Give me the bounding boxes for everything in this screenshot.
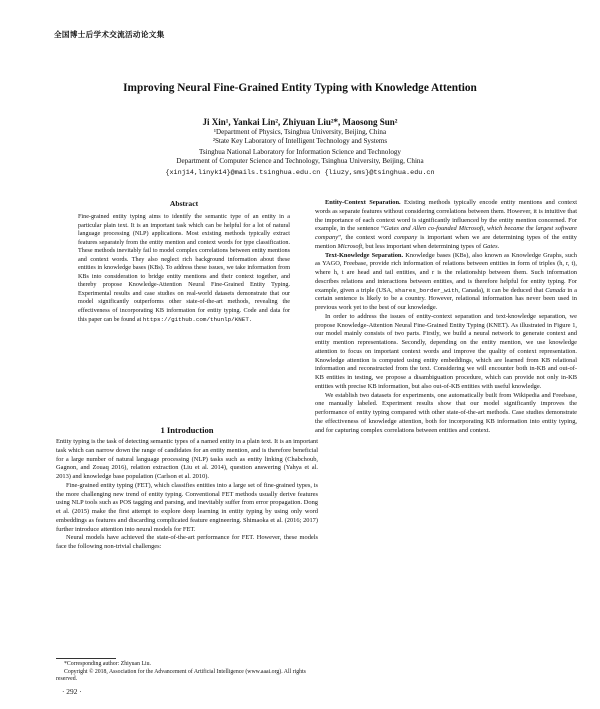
example-word-company: company — [394, 234, 418, 241]
paper-authors: Ji Xin¹, Yankai Lin², Zhiyuan Liu²*, Maosong Sun² — [202, 117, 398, 127]
approach-paragraph: In order to address the issues of entity-context separation and text-knowledge separation, we propose Knowledge-Attention Neural Fine-Grained Entity Typing (KNET). As illustrated in Figure 1, our model mainly consists of two parts. Firstly, we build a neural network to generate context and entity mention representations. Secondly, depending on the entity mention, we use knowledge attention to focus on important context words and improve the quality of context representation. Knowledge attention is computed using entity embeddings, which are learned from KB relational information and reconstructed from the text. Considering we will encounter both in-KB and out-of-KB entities in testing, we propose a disambiguation procedure, which can provide not only in-KB entities with precise KB information, but also out-of-KB entities with useful knowledge. — [315, 312, 577, 390]
affiliation-3: Tsinghua National Laboratory for Information Science and Technology — [199, 148, 401, 156]
text-knowledge-text-3: in a certain sentence is likely to be a country. However, relational information has never been used in previous work yet to the best of our knowledge. — [315, 286, 578, 311]
text-knowledge-text-2: , Canada), it can be deduced that — [458, 286, 546, 294]
running-head: 全国博士后学术交流活动论文集 — [54, 30, 165, 39]
right-column — [315, 199, 577, 435]
footnote-divider — [56, 658, 116, 659]
entity-context-paragraph: Entity-Context Separation. Existing methods typically encode entity mentions and context words as separate features without considering correlations between them. However, it is intuitive that the importance of each context word is significantly influenced by the entity mention concerned. For example, in the sentence “Gates and Allen co-founded Microsoft, which became the largest software company”, the context word company is important when we are determining types of the entity mention Microsoft, but less important when determining types of Gates. — [315, 199, 578, 250]
experiments-paragraph: We establish two datasets for experiments, one automatically built from Wikipedia and Freebase, one manually labeled. Experiment results show that our model significantly improves the performance of entity typing compared with other state-of-the-art methods. Case studies demonstrate the effectiveness of knowledge attention, both for incorporating KB information into entity typing, and for capturing complex correlations between entities and context. — [315, 391, 577, 434]
intro-paragraph-2: Fine-grained entity typing (FET), which classifies entities into a large set of fine-grained types, is the more challenging new trend of entity typing. Conventional FET methods usually derive features using NLP tools such as POS tagging and parsing, and inevitably suffer from error propagation. Dong et al. (2015) make the first attempt to explore deep learning in entity typing by using only word embeddings as features and discarding complicated feature engineering. Shimaoka et al. (2016; 2017) further introduce attention into neural models for FET. — [56, 481, 318, 533]
affiliation-4: Department of Computer Science and Technology, Tsinghua University, Beijing, China — [176, 157, 424, 165]
example-sentence: Gates and Allen co-founded Microsoft, which became the largest software company — [315, 225, 578, 241]
intro-paragraph-1: Entity typing is the task of detecting semantic types of a named entity in a plain text. It is an important task which can narrow down the range of candidates for an entity mention, and is therefore beneficial for a large number of natural language processing (NLP) tasks such as entity linking (Chabchoub, Gagnon, and Zouaq 2016), relation extraction (Liu et al. 2014), question answering (Yahya et al. 2013) and knowledge base population (Carlson et al. 2010). — [56, 438, 318, 480]
code-url: https://github.com/thunlp/KNET. — [142, 315, 253, 323]
corresponding-author-note: *Corresponding author: Zhiyuan Liu. — [64, 661, 151, 667]
triple-relation: shares_border_with — [394, 286, 459, 294]
abstract-text: Fine-grained entity typing aims to identify the semantic type of an entity in a particular plain text. It is an important task which can be helpful for a lot of natural language processing (NLP) applications. Most existing methods typically extract features separately from the entity mention and context words for type classification. These methods inevitably fail to model complex correlations between entity mentions and context words. They also neglect rich background information about these entities in knowledge bases (KBs). To address these issues, we take information from KBs into consideration to bridge entity mentions and their context together, and thereby propose Knowledge-Attention Neural Fine-Grained Entity Typing. Experimental results and case studies on real-world datasets demonstrate that our model significantly outperforms other state-of-the-art methods, revealing the effectiveness of incorporating KB information for entity typing. Code and data for this paper can be found at — [78, 214, 290, 323]
author-emails: {xinj14,linyk14}@mails.tsinghua.edu.cn {liuzy,sms}@tsinghua.edu.cn — [165, 169, 435, 177]
text-knowledge-paragraph — [315, 252, 577, 313]
affiliation-2: ²State Key Laboratory of Intelligent Technology and Systems — [212, 137, 388, 145]
text-knowledge-label: Text-Knowledge Separation. — [325, 251, 404, 259]
intro-paragraph-3: Neural models have achieved the state-of-the-art performance for FET. However, these models face the following non-trivial challenges: — [56, 534, 318, 550]
abstract-body — [78, 213, 290, 324]
entity-context-text-2: ”, the context word — [338, 234, 395, 241]
abstract-heading: Abstract — [169, 199, 199, 208]
entity-context-text: Existing methods typically encode entity mentions and context words as separate features without considering correlations between them. However, it is intuitive that the importance of each context word is significantly influenced by the entity mention concerned. For example, in the sentence “ — [315, 199, 577, 233]
entity-context-text-4: , but less important when determining types of — [362, 242, 483, 250]
affiliation-1: ¹Department of Physics, Tsinghua University, Beijing, China — [213, 128, 387, 136]
paper-title: Improving Neural Fine-Grained Entity Typing with Knowledge Attention — [123, 82, 477, 94]
example-word-gates: Gates — [482, 242, 498, 250]
footnotes — [56, 661, 318, 684]
text-knowledge-text: Knowledge bases (KBs), also known as Knowledge Graphs, such as YAGO, Freebase, provide rich information of relations between entities in form of triples (h, r, t), where h, t are head and tail entities, and r is the relationship between them. Such information describes relations and interactions between entities, and is therefore helpful for entity typing. For example, given a triple (USA, — [315, 251, 577, 294]
entity-context-text-3: is important when we are determining types of the entity mention — [315, 234, 577, 250]
copyright-note: Copyright © 2018, Association for the Advancement of Artificial Intelligence (www.aaai.org). All rights reserved. — [56, 668, 306, 683]
page-number: · 292 · — [62, 687, 82, 696]
entity-context-label: Entity-Context Separation. — [325, 199, 401, 206]
intro-heading: 1 Introduction — [160, 425, 214, 435]
intro-body — [56, 438, 318, 552]
example-word-canada: Canada — [545, 286, 566, 294]
example-word-microsoft: Microsoft — [337, 242, 363, 250]
